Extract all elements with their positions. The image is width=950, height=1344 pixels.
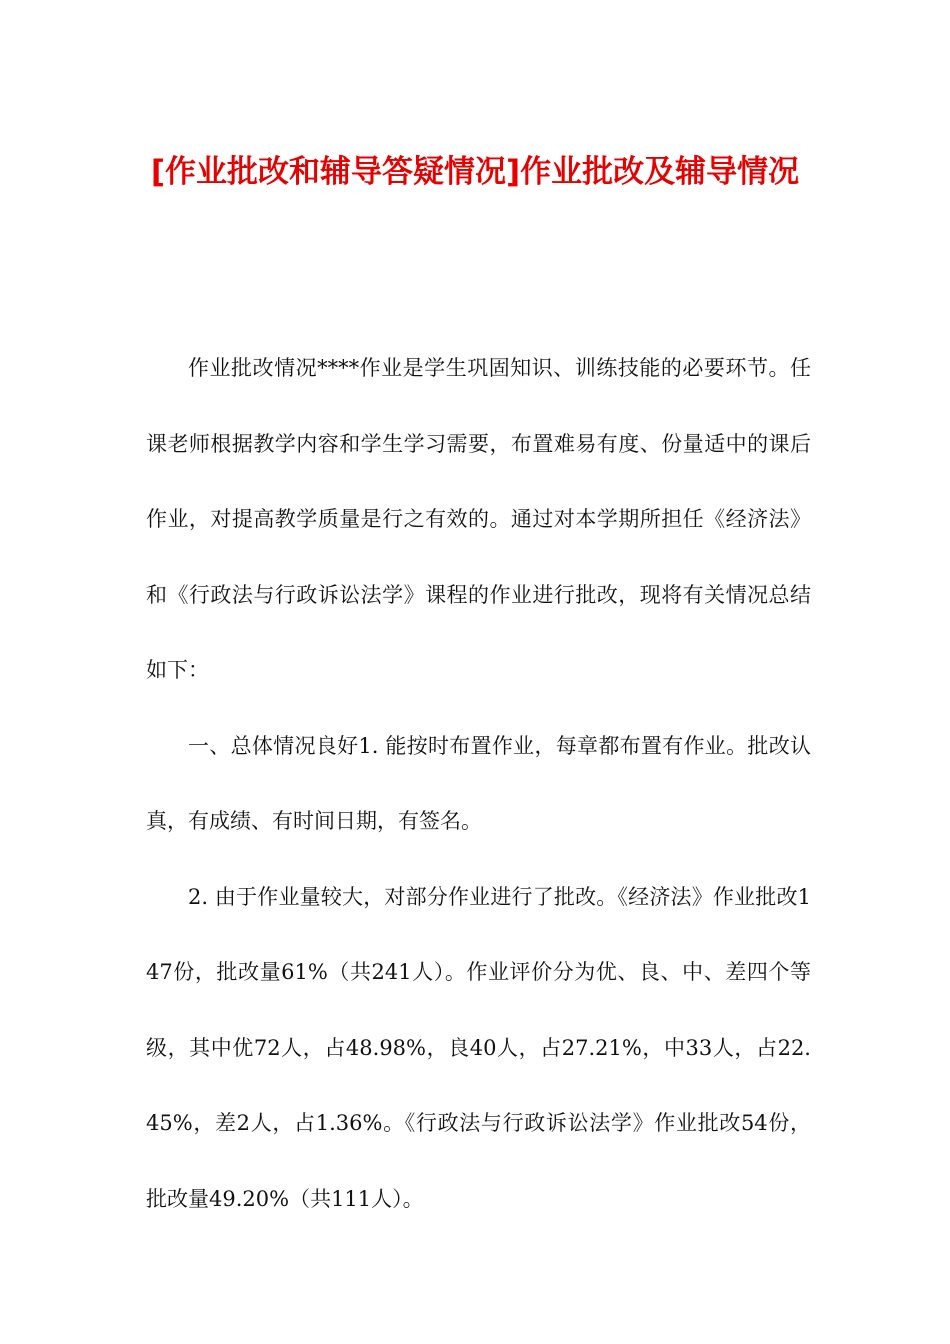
- paragraph-overall: 一、总体情况良好1. 能按时布置作业，每章都布置有作业。批改认真，有成绩、有时间日期，有签名。: [146, 733, 811, 833]
- document-title: [作业批改和辅导答疑情况]作业批改及辅导情况: [150, 154, 800, 190]
- paragraph-statistics: 2. 由于作业量较大，对部分作业进行了批改。《经济法》作业批改147份，批改量61%（共241人）。作业评价分为优、良、中、差四个等级，其中优72人，占48.98%，良40人，占27.21%，中33人，占22.45%，差2人，占1.36%。《行政法与行政诉讼法学》作业批改54份，批改量49.20%（共111人）。: [146, 884, 811, 1211]
- document-body: [146, 331, 811, 1237]
- paragraph-intro: 作业批改情况****作业是学生巩固知识、训练技能的必要环节。任课老师根据教学内容和学生学习需要，布置难易有度、份量适中的课后作业，对提高教学质量是行之有效的。通过对本学期所担任《经济法》和《行政法与行政诉讼法学》课程的作业进行批改，现将有关情况总结如下：: [146, 356, 811, 682]
